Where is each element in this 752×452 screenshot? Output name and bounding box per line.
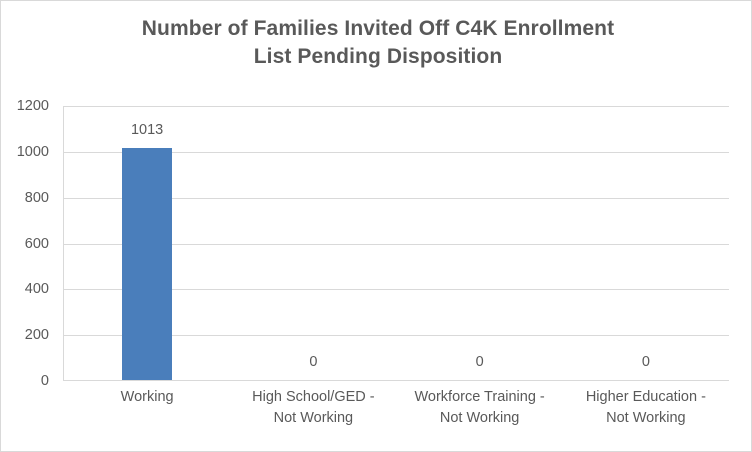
x-tick-label-working-line-1: Working bbox=[120, 389, 174, 405]
bar-working[interactable] bbox=[122, 148, 172, 380]
y-axis-tick-labels bbox=[1, 98, 57, 389]
x-tick-label-higher-education-not-working-line-2: Not Working bbox=[606, 410, 686, 427]
chart-title-line-2: List Pending Disposition bbox=[253, 44, 503, 68]
x-tick-label-higher-education-not-working bbox=[563, 387, 729, 429]
x-tick-label-workforce-training-not-working-line-2: Not Working bbox=[439, 410, 520, 427]
bar-column-working bbox=[64, 106, 230, 381]
x-tick-label-working bbox=[64, 387, 230, 429]
x-tick-label-workforce-training-not-working-line-1: Workforce Training - bbox=[414, 389, 545, 405]
x-tick-label-high-school-ged-not-working-line-1: High School/GED - bbox=[252, 389, 375, 405]
y-tick-label-600: 600 bbox=[24, 235, 49, 252]
x-tick-label-high-school-ged-not-working bbox=[230, 387, 396, 429]
y-tick-label-1200: 1200 bbox=[16, 98, 49, 114]
x-tick-label-high-school-ged-not-working-line-2: Not Working bbox=[273, 410, 354, 427]
bar-column-high-school-ged-not-working bbox=[230, 106, 396, 381]
bar-value-label-workforce-training-not-working: 0 bbox=[475, 354, 484, 370]
bar-value-label-high-school-ged-not-working: 0 bbox=[309, 354, 318, 370]
x-axis-tick-labels bbox=[64, 387, 729, 429]
bar-column-workforce-training-not-working bbox=[397, 106, 563, 381]
y-tick-label-800: 800 bbox=[24, 189, 49, 206]
bar-value-label-working: 1013 bbox=[130, 122, 164, 138]
x-tick-label-higher-education-not-working-line-1: Higher Education - bbox=[585, 389, 706, 405]
y-tick-label-1000: 1000 bbox=[16, 143, 49, 160]
bar-series bbox=[64, 106, 729, 381]
bar-column-higher-education-not-working bbox=[563, 106, 729, 381]
chart-title-line-1: Number of Families Invited Off C4K Enrollment bbox=[141, 17, 615, 40]
y-tick-label-400: 400 bbox=[24, 281, 49, 298]
bar-value-label-higher-education-not-working: 0 bbox=[641, 354, 650, 370]
y-tick-label-200: 200 bbox=[24, 327, 49, 344]
x-tick-label-workforce-training-not-working bbox=[397, 387, 563, 429]
y-tick-label-0: 0 bbox=[40, 373, 49, 389]
chart-title bbox=[61, 15, 695, 70]
